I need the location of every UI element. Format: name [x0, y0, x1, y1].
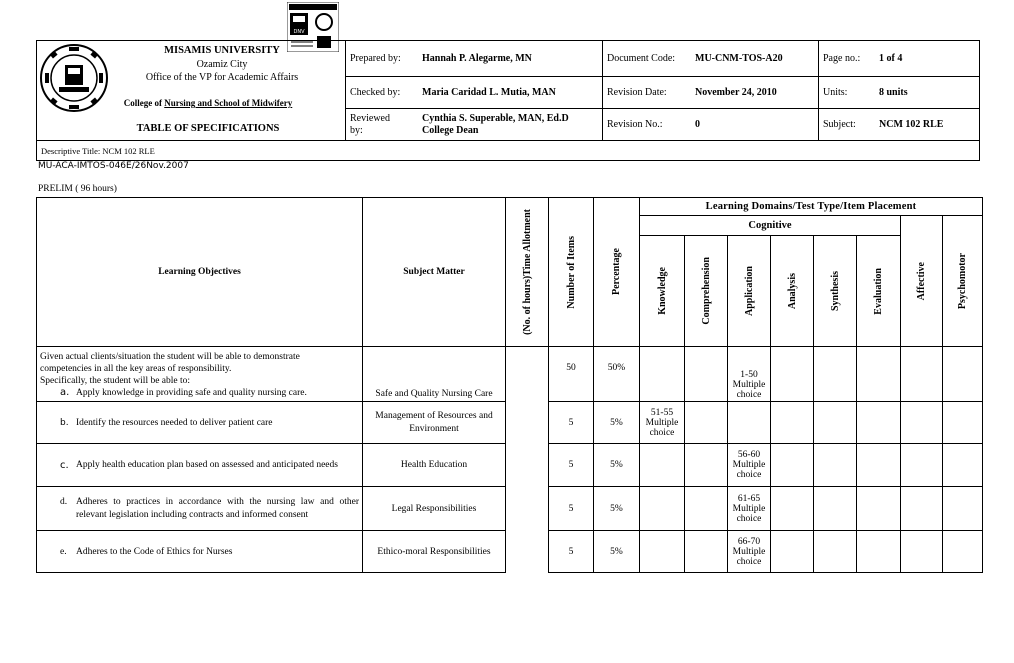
- university-name: MISAMIS UNIVERSITY: [164, 45, 280, 56]
- psychomotor-cell: [943, 444, 983, 487]
- application-cell: 56-60 Multiple choice: [728, 444, 771, 487]
- objective-cell: b. Identify the resources needed to deliver patient care: [37, 402, 363, 444]
- time-cell: [506, 402, 549, 444]
- evaluation-cell: [857, 531, 901, 573]
- affective-cell: [901, 347, 943, 402]
- prepared-by-cell: Prepared by: Hannah P. Alegarme, MN: [346, 41, 603, 77]
- evaluation-cell: [857, 444, 901, 487]
- percentage-cell: 5%: [594, 531, 640, 573]
- knowledge-cell: 51-55 Multiple choice: [640, 402, 685, 444]
- knowledge-cell: [640, 347, 685, 402]
- objective-cell: Given actual clients/situation the student will be able to demonstrate competencies in all the key areas of responsibility. Specifically, the student will be able to: a. Apply knowledge in providing safe and quality nursing care.: [37, 347, 363, 402]
- header-evaluation: Evaluation: [857, 236, 901, 347]
- subject-matter-cell: Legal Responsibilities: [363, 487, 506, 531]
- header-cognitive: Cognitive: [640, 216, 901, 236]
- table-row: [37, 531, 983, 573]
- analysis-cell: [771, 347, 814, 402]
- psychomotor-cell: [943, 487, 983, 531]
- form-code: MU-ACA-IMTOS-046E/26Nov.2007: [38, 161, 189, 171]
- evaluation-cell: [857, 402, 901, 444]
- application-cell: 1-50 Multiple choice: [728, 347, 771, 402]
- revision-date-cell: Revision Date: November 24, 2010: [603, 77, 819, 109]
- objective-cell: c. Apply health education plan based on assessed and anticipated needs: [37, 444, 363, 487]
- synthesis-cell: [814, 531, 857, 573]
- items-cell: 5: [549, 487, 594, 531]
- page-no-cell: Page no.: 1 of 4: [819, 41, 980, 77]
- header-subject-matter: Subject Matter: [363, 198, 506, 347]
- analysis-cell: [771, 444, 814, 487]
- subject-matter-cell: Safe and Quality Nursing Care: [363, 347, 506, 402]
- application-cell: 61-65 Multiple choice: [728, 487, 771, 531]
- header-application: Application: [728, 236, 771, 347]
- university-block: [37, 41, 346, 141]
- header-learning-domains: Learning Domains/Test Type/Item Placement: [640, 198, 983, 216]
- comprehension-cell: [685, 402, 728, 444]
- header-synthesis: Synthesis: [814, 236, 857, 347]
- application-cell: [728, 402, 771, 444]
- header-affective: Affective: [901, 216, 943, 347]
- items-cell: 5: [549, 444, 594, 487]
- affective-cell: [901, 402, 943, 444]
- reviewed-by-cell: Reviewed by: Cynthia S. Superable, MAN, Ed.D College Dean: [346, 109, 603, 141]
- document-code-cell: Document Code: MU-CNM-TOS-A20: [603, 41, 819, 77]
- synthesis-cell: [814, 402, 857, 444]
- time-cell: [506, 487, 549, 531]
- header-comprehension: Comprehension: [685, 236, 728, 347]
- percentage-cell: 50%: [594, 347, 640, 402]
- header-time-allotment: (No. of hours)Time Allotment: [506, 198, 549, 347]
- comprehension-cell: [685, 444, 728, 487]
- analysis-cell: [771, 402, 814, 444]
- units-cell: Units: 8 units: [819, 77, 980, 109]
- psychomotor-cell: [943, 402, 983, 444]
- subject-matter-cell: Ethico-moral Responsibilities: [363, 531, 506, 573]
- percentage-cell: 5%: [594, 487, 640, 531]
- synthesis-cell: [814, 444, 857, 487]
- header-analysis: Analysis: [771, 236, 814, 347]
- header-psychomotor: Psychomotor: [943, 216, 983, 347]
- synthesis-cell: [814, 487, 857, 531]
- table-row: [37, 347, 983, 402]
- revision-no-cell: Revision No.: 0: [603, 109, 819, 141]
- application-cell: 66-70 Multiple choice: [728, 531, 771, 573]
- affective-cell: [901, 487, 943, 531]
- header-learning-objectives: Learning Objectives: [37, 198, 363, 347]
- subject-cell: Subject: NCM 102 RLE: [819, 109, 980, 141]
- checked-by-cell: Checked by: Maria Caridad L. Mutia, MAN: [346, 77, 603, 109]
- knowledge-cell: [640, 444, 685, 487]
- affective-cell: [901, 531, 943, 573]
- header-table: [36, 40, 980, 161]
- comprehension-cell: [685, 531, 728, 573]
- document-title: TABLE OF SPECIFICATIONS: [136, 123, 280, 134]
- analysis-cell: [771, 531, 814, 573]
- items-cell: 5: [549, 531, 594, 573]
- section-title: PRELIM ( 96 hours): [38, 184, 117, 194]
- office-name: Office of the VP for Academic Affairs: [145, 72, 299, 83]
- university-city: Ozamiz City: [196, 59, 248, 70]
- header-knowledge: Knowledge: [640, 236, 685, 347]
- psychomotor-cell: [943, 347, 983, 402]
- table-row: [37, 444, 983, 487]
- subject-matter-cell: Management of Resources and Environment: [363, 402, 506, 444]
- table-row: [37, 402, 983, 444]
- percentage-cell: 5%: [594, 444, 640, 487]
- objective-cell: e. Adheres to the Code of Ethics for Nurses: [37, 531, 363, 573]
- knowledge-cell: [640, 487, 685, 531]
- percentage-cell: 5%: [594, 402, 640, 444]
- analysis-cell: [771, 487, 814, 531]
- header-percentage: Percentage: [594, 198, 640, 347]
- time-cell: [506, 531, 549, 573]
- comprehension-cell: [685, 487, 728, 531]
- knowledge-cell: [640, 531, 685, 573]
- items-cell: 5: [549, 402, 594, 444]
- psychomotor-cell: [943, 531, 983, 573]
- subject-matter-cell: Health Education: [363, 444, 506, 487]
- table-row: [37, 487, 983, 531]
- svg-text:DNV: DNV: [293, 29, 305, 35]
- header-number-of-items: Number of Items: [549, 198, 594, 347]
- evaluation-cell: [857, 347, 901, 402]
- items-cell: 50: [549, 347, 594, 402]
- specifications-table: [36, 197, 983, 573]
- synthesis-cell: [814, 347, 857, 402]
- descriptive-title: Descriptive Title: NCM 102 RLE: [37, 141, 980, 161]
- comprehension-cell: [685, 347, 728, 402]
- time-cell: [506, 347, 549, 402]
- college-name: College of Nursing and School of Midwifery: [123, 98, 293, 108]
- time-cell: [506, 444, 549, 487]
- affective-cell: [901, 444, 943, 487]
- objective-cell: d. Adheres to practices in accordance with the nursing law and other relevant legislation including contracts and informed consent: [37, 487, 363, 531]
- evaluation-cell: [857, 487, 901, 531]
